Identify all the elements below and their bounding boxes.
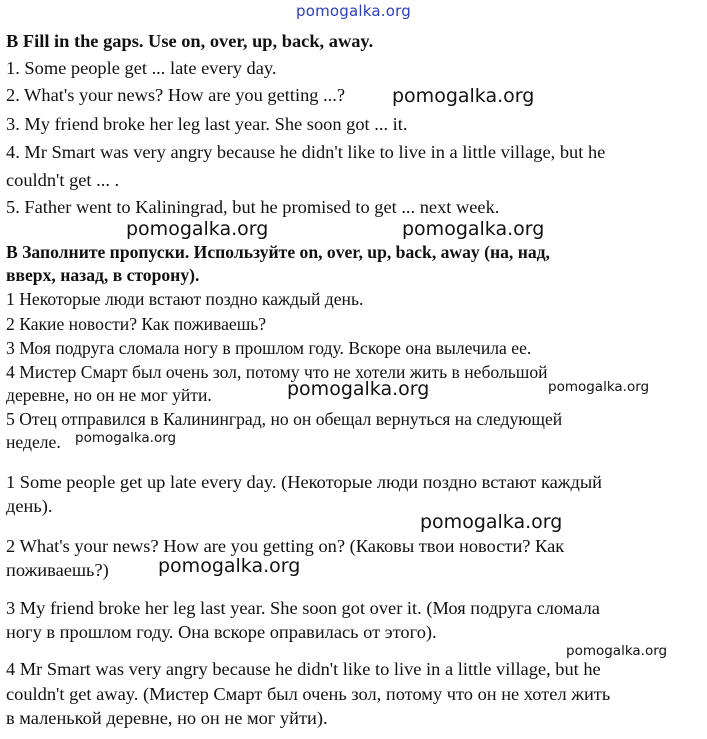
russian-task-item: 4 Мистер Смарт был очень зол, потому что не хотели жить в небольшой xyxy=(6,362,548,382)
watermark: pomogalka.org xyxy=(75,430,177,446)
watermark: pomogalka.org xyxy=(392,85,535,107)
russian-task-item: деревне, но он не мог уйти. xyxy=(6,385,212,405)
english-task-item: 1. Some people get ... late every day. xyxy=(6,58,277,78)
answer-line: 1 Some people get up late every day. (Некоторые люди поздно встают каждый xyxy=(6,472,603,492)
english-task-item: 3. My friend broke her leg last year. She soon got ... it. xyxy=(6,114,408,134)
watermark: pomogalka.org xyxy=(566,643,668,659)
watermark: pomogalka.org xyxy=(287,378,430,400)
answer-line: couldn't get away. (Мистер Смарт был очень зол, потому что он не хотел жить xyxy=(6,684,611,704)
answer-line: 2 What's your news? How are you getting on? (Каковы твои новости? Как xyxy=(6,536,565,556)
watermark: pomogalka.org xyxy=(126,218,269,240)
answer-line: 4 Mr Smart was very angry because he didn't like to live in a little village, but he xyxy=(6,659,601,679)
watermark: pomogalka.org xyxy=(402,218,545,240)
russian-task-heading: В Заполните пропуски. Используйте on, over, up, back, away (на, над, xyxy=(6,242,550,262)
english-task-item: 2. What's your news? How are you getting ...? xyxy=(6,85,346,105)
russian-task-item: 2 Какие новости? Как поживаешь? xyxy=(6,314,267,334)
english-task-heading: B Fill in the gaps. Use on, over, up, back, away. xyxy=(6,31,374,51)
russian-task-item: 5 Отец отправился в Калининград, но он обещал вернуться на следующей xyxy=(6,409,563,429)
watermark: pomogalka.org xyxy=(158,555,301,577)
russian-task-item: неделе. xyxy=(6,432,61,452)
russian-task-heading: вверх, назад, в сторону). xyxy=(6,265,200,285)
russian-task-item: 3 Моя подруга сломала ногу в прошлом году. Вскоре она вылечила ее. xyxy=(6,338,532,358)
russian-task-item: 1 Некоторые люди встают поздно каждый день. xyxy=(6,289,364,309)
watermark: pomogalka.org xyxy=(548,379,650,395)
watermark: pomogalka.org xyxy=(420,511,563,533)
answer-line: ногу в прошлом году. Она вскоре оправилась от этого). xyxy=(6,622,437,642)
answer-line: в маленькой деревне, но он не мог уйти). xyxy=(6,708,328,728)
answer-line: день). xyxy=(6,496,53,516)
english-task-item: couldn't get ... . xyxy=(6,170,120,190)
english-task-item: 4. Mr Smart was very angry because he didn't like to live in a little village, but he xyxy=(6,142,606,162)
answer-line: поживаешь?) xyxy=(6,560,109,580)
watermark-top: pomogalka.org xyxy=(296,2,411,20)
english-task-item: 5. Father went to Kaliningrad, but he promised to get ... next week. xyxy=(6,197,500,217)
answer-line: 3 My friend broke her leg last year. She soon got over it. (Моя подруга сломала xyxy=(6,598,600,618)
